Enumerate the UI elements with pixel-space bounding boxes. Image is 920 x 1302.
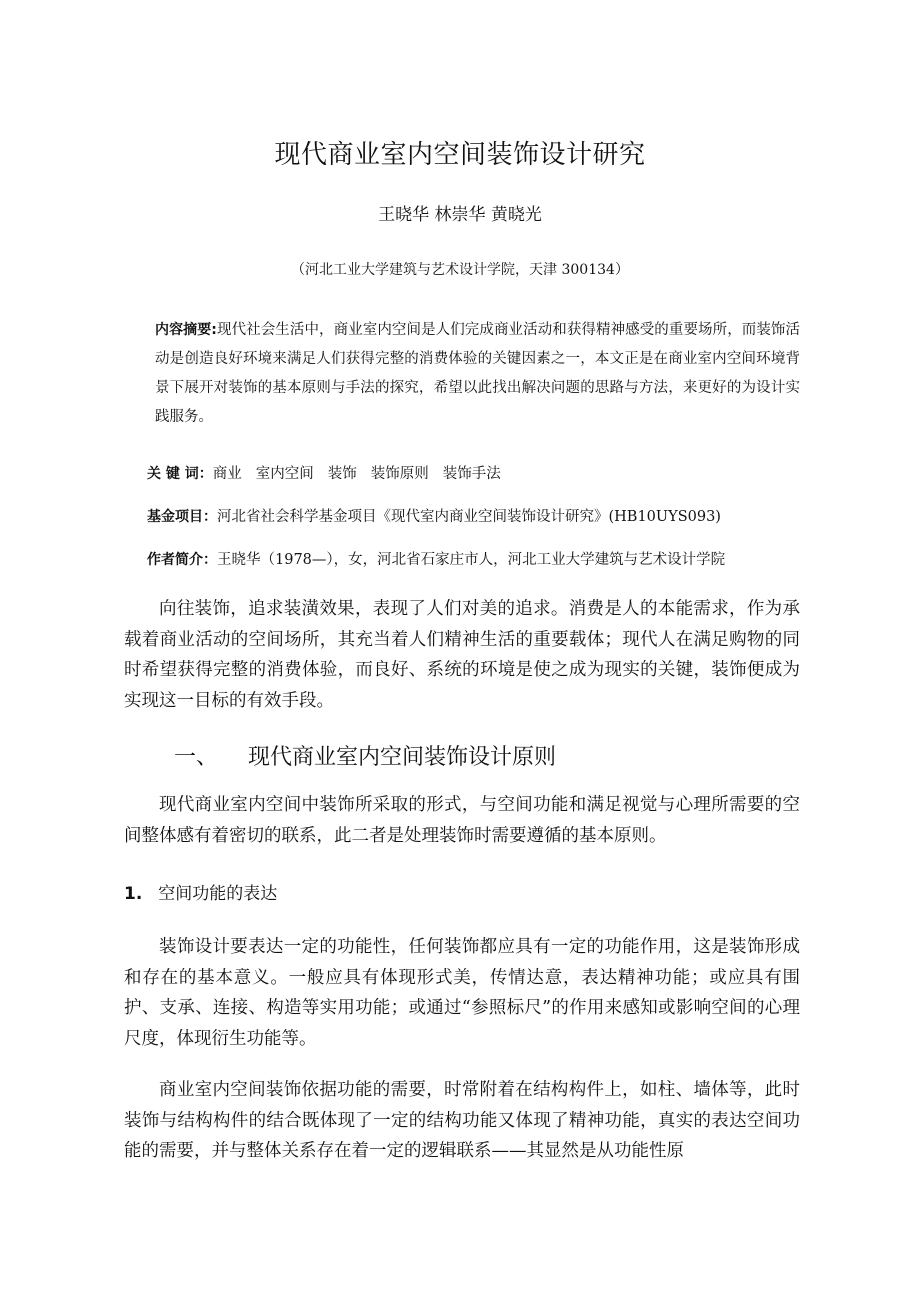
section-paragraph: [124, 790, 800, 851]
keyword-item: 装饰原则: [370, 466, 429, 482]
keywords-line: [147, 462, 827, 486]
keywords-label: 关 键 词：: [147, 466, 213, 482]
abstract-text: 现代社会生活中，商业室内空间是人们完成商业活动和获得精神感受的重要场所，而装饰活动是创造良好环境来满足人们获得完整的消费体验的关键因素之一，本文正是在商业室内空间环境背景下展开对装饰的基本原则与手法的探究，希望以此找出解决问题的思路与方法，来更好的为设计实践服务。: [155, 322, 801, 425]
keyword-item: 室内空间: [255, 466, 314, 482]
fund-label: 基金项目：: [147, 509, 217, 525]
subsection-title: 空间功能的表达: [158, 884, 278, 904]
paragraph-text: 装饰设计要表达一定的功能性，任何装饰都应具有一定的功能作用，这是装饰形成和存在的基本意义。一般应具有体现形式美，传情达意，表达精神功能；或应具有围护、支承、连接、构造等实用功能；或通过“参照标尺”的作用来感知或影响空间的心理尺度，体现衍生功能等。: [124, 937, 800, 1049]
subsection-paragraph-2: [124, 1075, 800, 1167]
paragraph-text: 现代商业室内空间中装饰所采取的形式，与空间功能和满足视觉与心理所需要的空间整体感有着密切的联系，此二者是处理装饰时需要遵循的基本原则。: [124, 795, 800, 846]
intro-paragraph: [124, 594, 800, 716]
section-number: 一、: [174, 745, 219, 770]
subsection-paragraph-1: [124, 932, 800, 1054]
affiliation: （河北工业大学建筑与艺术设计学院，天津 300134）: [291, 262, 629, 278]
author-bio-line: [147, 548, 827, 572]
abstract-block: [155, 316, 800, 432]
fund-text: 河北省社会科学基金项目《现代室内商业空间装饰设计研究》(HB10UYS093): [217, 509, 721, 525]
paragraph-text: 向往装饰，追求装潢效果，表现了人们对美的追求。消费是人的本能需求，作为承载着商业活动的空间场所，其充当着人们精神生活的重要载体；现代人在满足购物的同时希望获得完整的消费体验，而良好、系统的环境是使之成为现实的关键，装饰便成为实现这一目标的有效手段。: [124, 599, 800, 711]
section-title: 现代商业室内空间装饰设计原则: [248, 745, 557, 770]
subsection-number: 1.: [124, 884, 143, 904]
author-list: 王晓华 林崇华 黄晓光: [378, 205, 542, 225]
abstract-label: 内容摘要:: [155, 322, 217, 338]
author-bio-text: 王晓华（1978—），女，河北省石家庄市人，河北工业大学建筑与艺术设计学院: [217, 552, 726, 568]
fund-line: [147, 505, 827, 529]
section-heading: [174, 742, 556, 774]
paper-title: 现代商业室内空间装饰设计研究: [274, 140, 646, 170]
keyword-item: 装饰手法: [442, 466, 501, 482]
paragraph-text: 商业室内空间装饰依据功能的需要，时常附着在结构构件上，如柱、墙体等，此时装饰与结构构件的结合既体现了一定的结构功能又体现了精神功能，真实的表达空间功能的需要，并与整体关系存在着一定的逻辑联系——其显然是从功能性原: [124, 1080, 800, 1161]
author-bio-label: 作者简介：: [147, 552, 217, 568]
keyword-item: 商业: [212, 466, 242, 482]
keyword-item: 装饰: [327, 466, 357, 482]
subsection-heading: [124, 880, 277, 908]
